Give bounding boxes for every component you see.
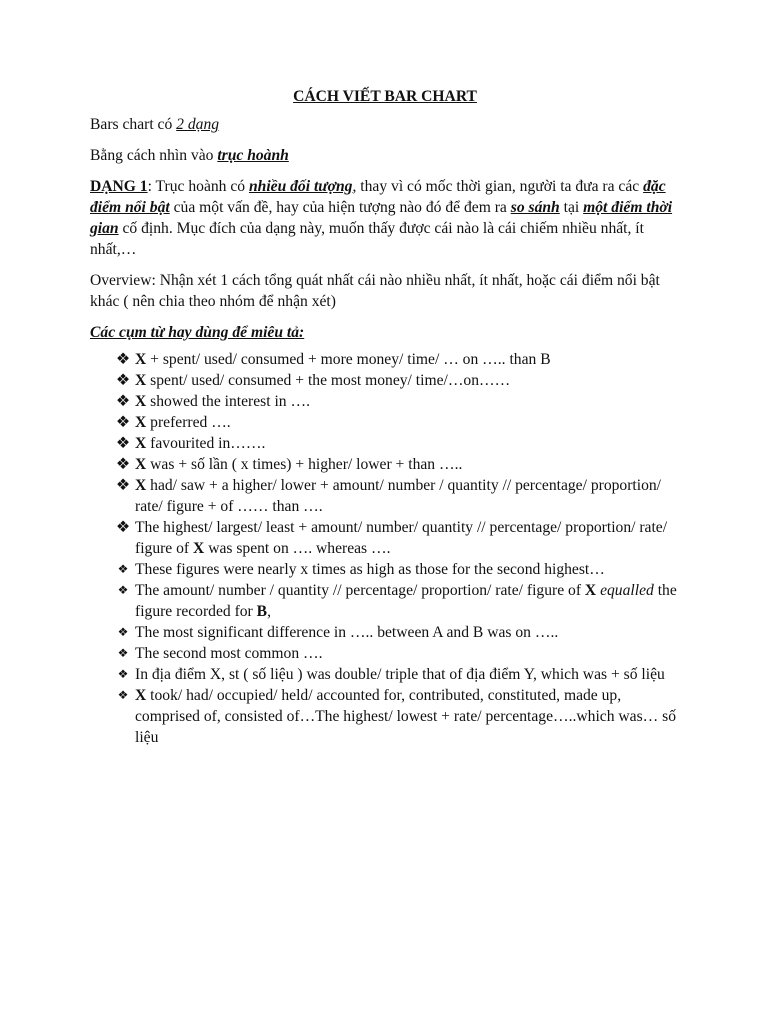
dang1-emphasis: so sánh: [510, 199, 560, 216]
diamond-bullet-icon: ❖: [115, 351, 131, 368]
list-item: [90, 622, 680, 643]
item-text: spent/ used/ consumed + the most money/ time/…on……: [146, 372, 511, 389]
diamond-bullet-icon: ❖: [115, 372, 131, 389]
dang1-text: , thay vì có mốc thời gian, người ta đưa ra các: [352, 178, 644, 195]
subject-x: X: [135, 372, 147, 389]
item-text: preferred ….: [146, 414, 231, 431]
dang1-emphasis: nhiều đối tượng: [248, 178, 353, 195]
list-item: [90, 412, 680, 433]
dang1-text: tại: [559, 199, 584, 216]
subject-b: B: [256, 603, 268, 620]
list-item: [90, 433, 680, 454]
dang1-text: cố định. Mục đích của dạng này, muốn thấy được cái nào là cái chiếm nhiều nhất, ít nhất,…: [90, 220, 644, 258]
subject-x: X: [135, 687, 147, 704]
list-item: [90, 559, 680, 580]
diamond-bullet-icon: ❖: [115, 456, 131, 473]
subject-x: X: [135, 477, 147, 494]
dang1-text: : Trục hoành có: [147, 178, 249, 195]
intro-emphasis: 2 dạng: [176, 116, 220, 133]
item-text: the figure recorded for: [135, 582, 677, 620]
item-text: ,: [267, 603, 271, 620]
item-text: favourited in…….: [146, 435, 266, 452]
item-text: The highest/ largest/ least + amount/ number/ quantity // percentage/ proportion/ rate/ figure of: [135, 519, 668, 557]
intro-line-1: [90, 114, 680, 135]
list-item: [90, 643, 680, 664]
dang1-emphasis: một điểm thời gian: [90, 199, 673, 237]
item-text: The amount/ number / quantity // percentage/ proportion/ rate/ figure of: [135, 582, 585, 599]
subject-x: X: [135, 393, 147, 410]
subject-x: X: [584, 582, 597, 599]
list-item: [90, 517, 680, 559]
dang1-label: DẠNG 1: [90, 178, 148, 195]
item-italic: equalled: [600, 582, 654, 599]
diamond-bullet-icon: ❖: [117, 688, 129, 702]
diamond-bullet-icon: ❖: [115, 414, 131, 431]
diamond-bullet-icon: ❖: [117, 646, 129, 660]
list-item: [90, 454, 680, 475]
list-item: [90, 391, 680, 412]
subject-x: X: [135, 456, 147, 473]
intro-text: Bars chart có: [90, 116, 177, 133]
item-text: showed the interest in ….: [146, 393, 310, 410]
dang1-emphasis: đặc điểm nổi bật: [90, 178, 666, 216]
list-item: [90, 475, 680, 517]
list-item: [90, 349, 680, 370]
item-text: + spent/ used/ consumed + more money/ time/ … on ….. than B: [146, 351, 551, 368]
intro-text: Bằng cách nhìn vào: [90, 147, 218, 164]
diamond-bullet-icon: ❖: [117, 562, 129, 576]
dang1-paragraph: [90, 176, 680, 260]
subject-x: X: [135, 351, 147, 368]
intro-line-2: [90, 145, 680, 166]
subject-x: X: [193, 540, 205, 557]
diamond-bullet-icon: ❖: [117, 583, 129, 597]
list-item: [90, 580, 680, 622]
diamond-bullet-icon: ❖: [115, 393, 131, 410]
subject-x: X: [135, 414, 147, 431]
document-title: CÁCH VIẾT BAR CHART: [293, 88, 477, 105]
item-text: was spent on …. whereas ….: [204, 540, 391, 557]
dang1-text: của một vấn đề, hay của hiện tượng nào đó để đem ra: [169, 199, 511, 216]
list-item: [90, 370, 680, 391]
phrases-heading: [90, 322, 680, 343]
item-text: These figures were nearly x times as high as those for the second highest…: [135, 561, 605, 578]
list-item: [90, 664, 680, 685]
intro-emphasis: trục hoành: [217, 147, 289, 164]
subject-x: X: [135, 435, 147, 452]
diamond-bullet-icon: ❖: [115, 519, 131, 536]
item-text: had/ saw + a higher/ lower + amount/ number / quantity // percentage/ proportion/ rate/ figure + of …… than ….: [135, 477, 661, 515]
diamond-bullet-icon: ❖: [115, 435, 131, 452]
overview-paragraph: Overview: Nhận xét 1 cách tổng quát nhất cái nào nhiều nhất, ít nhất, hoặc cái điểm nổi bật khác ( nên chia theo nhóm để nhận xét): [90, 272, 660, 310]
diamond-bullet-icon: ❖: [117, 625, 129, 639]
item-text: In địa điểm X, st ( số liệu ) was double/ triple that of địa điểm Y, which was + số liệu: [135, 666, 665, 683]
item-text: The second most common ….: [135, 645, 323, 662]
phrase-list: [90, 349, 680, 748]
diamond-bullet-icon: ❖: [115, 477, 131, 494]
phrases-heading-text: Các cụm từ hay dùng để miêu tả:: [90, 324, 305, 341]
list-item: [90, 685, 680, 748]
document-page: [90, 86, 680, 748]
diamond-bullet-icon: ❖: [117, 667, 129, 681]
item-text: The most significant difference in ….. between A and B was on …..: [135, 624, 559, 641]
item-text: was + số lần ( x times) + higher/ lower + than …..: [146, 456, 463, 473]
item-text: took/ had/ occupied/ held/ accounted for, contributed, constituted, made up, comprised of, consisted of…The highest/ lowest + rate/ percentage…..which was… số liệu: [135, 687, 677, 746]
